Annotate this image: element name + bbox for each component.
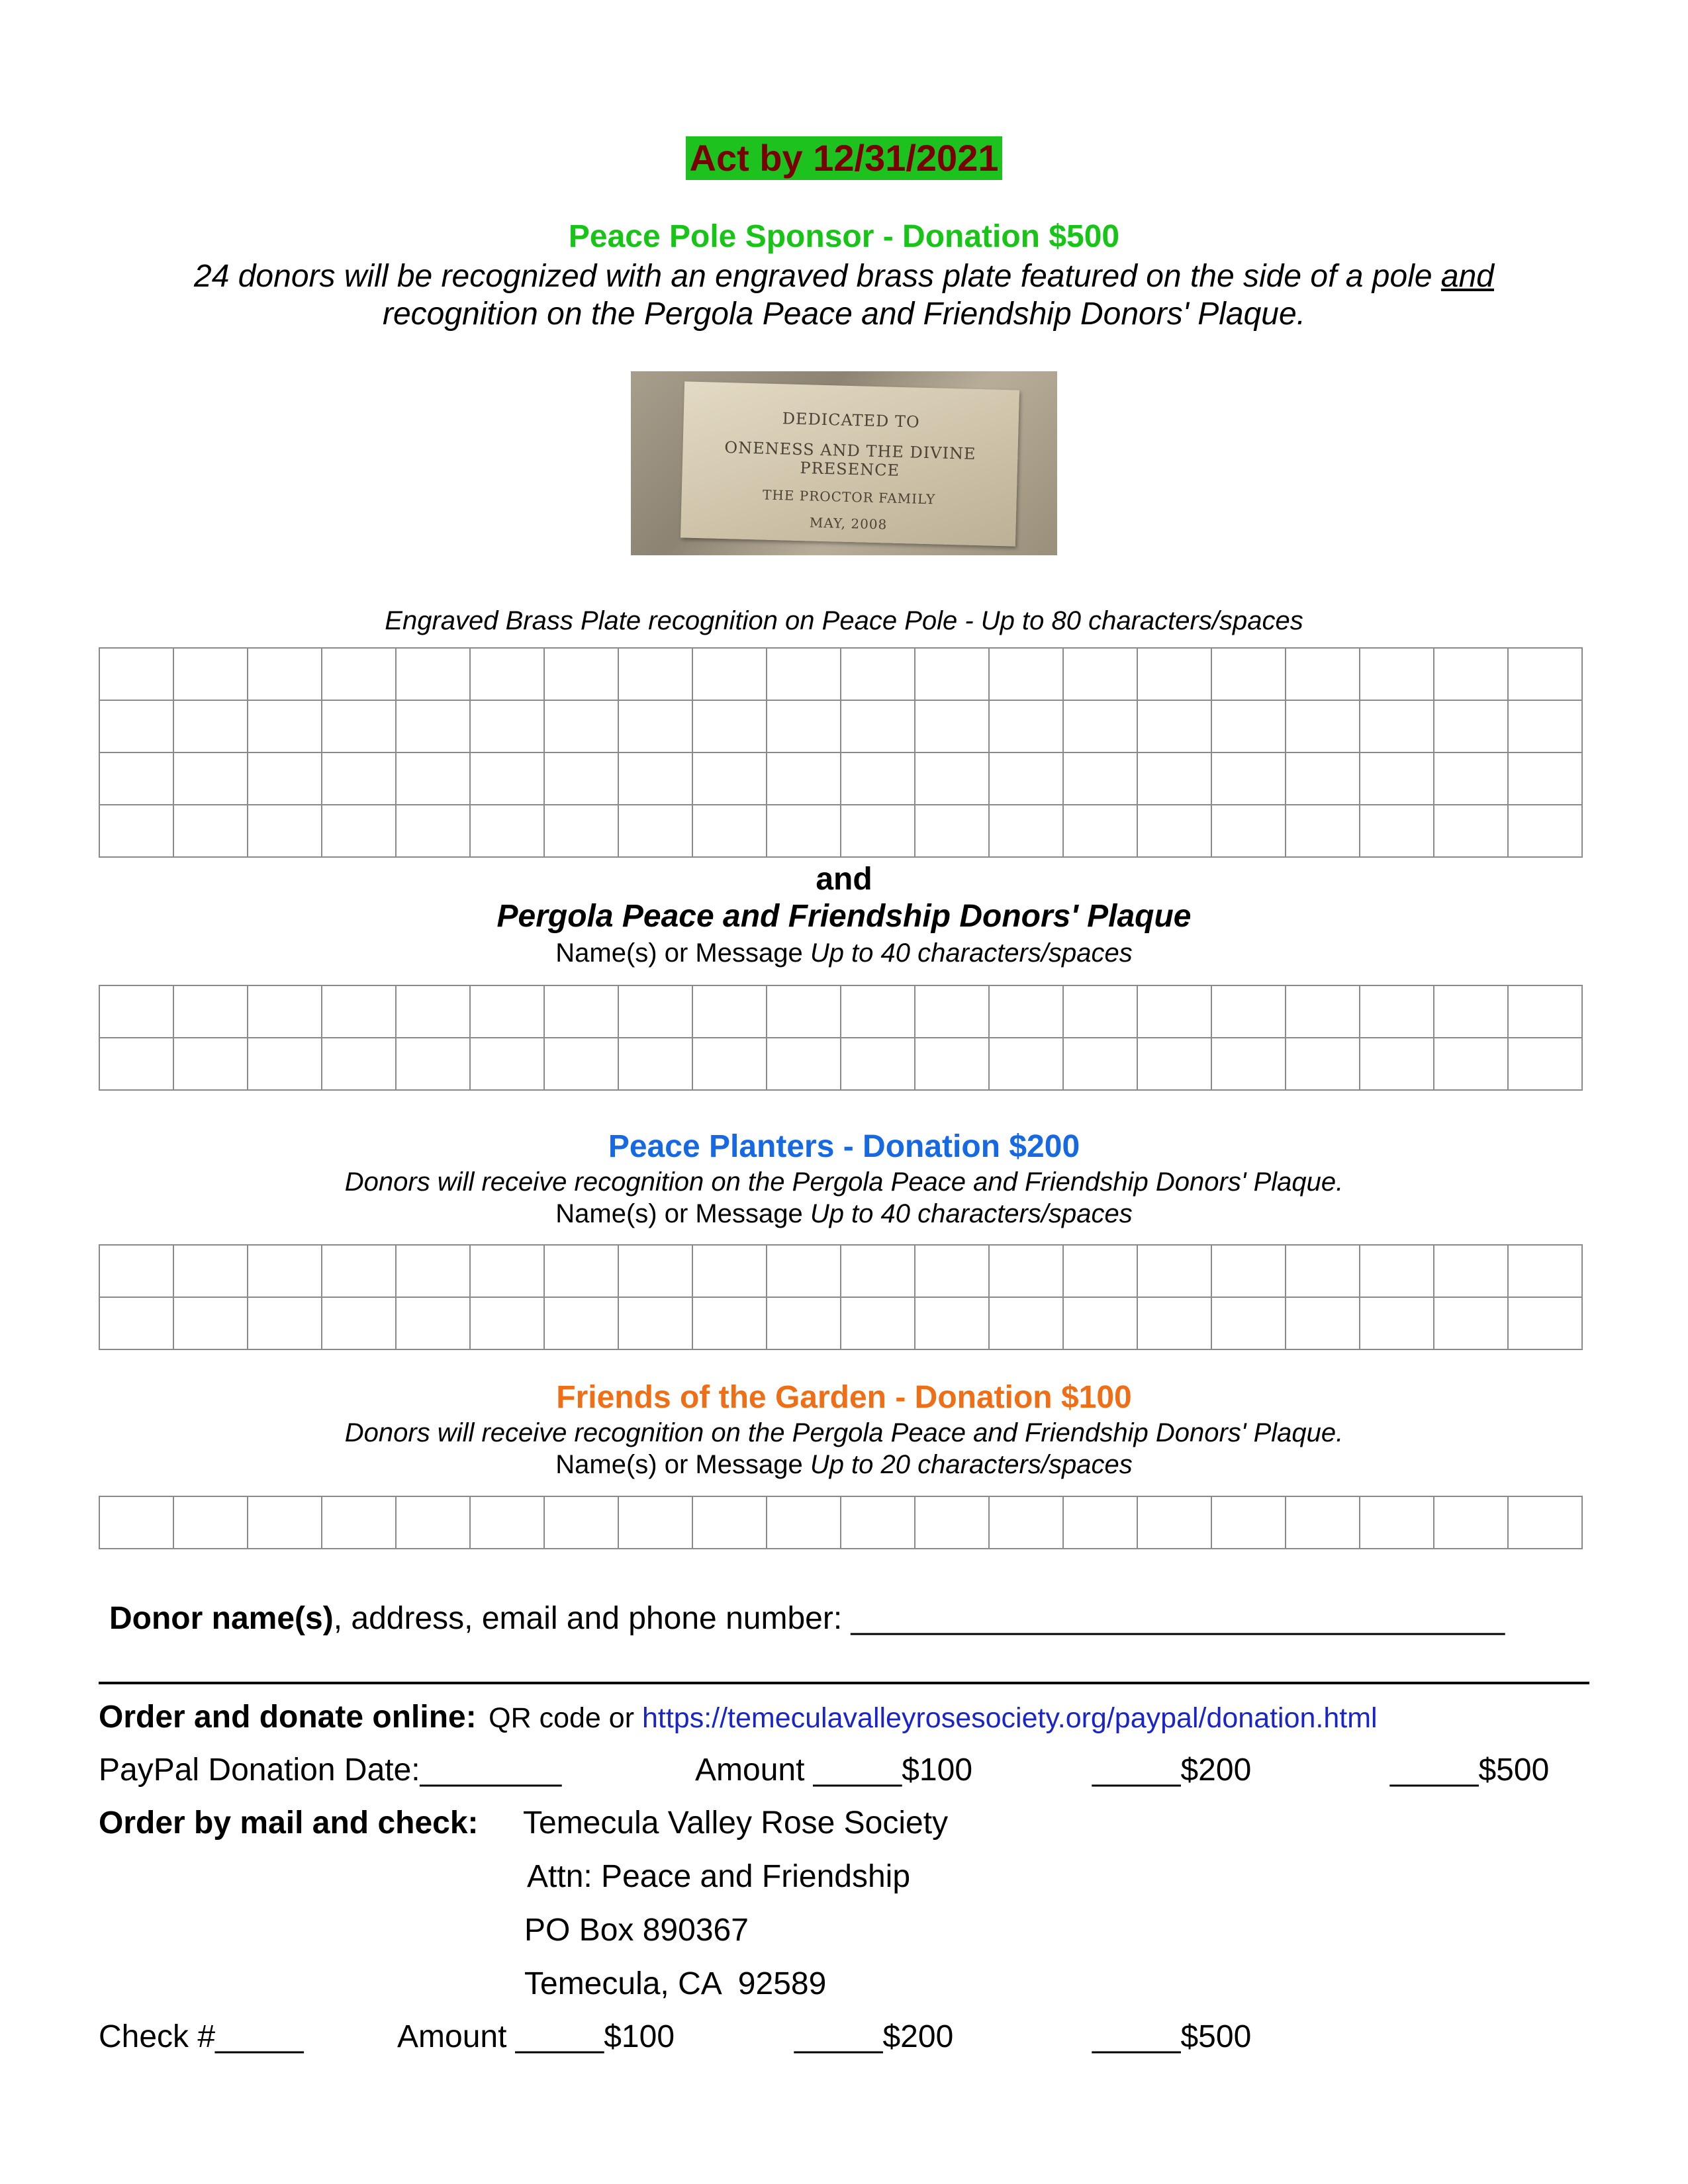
donor-label-bold: Donor name(s) <box>109 1601 334 1636</box>
character-cell[interactable] <box>989 805 1063 857</box>
plate-caption: Engraved Brass Plate recognition on Peace Pole - Up to 80 characters/spaces <box>385 606 1303 635</box>
character-cell[interactable] <box>767 805 841 857</box>
character-cell[interactable] <box>692 1297 767 1349</box>
character-cell[interactable] <box>470 805 544 857</box>
character-cell[interactable] <box>322 985 396 1038</box>
character-cell[interactable] <box>322 648 396 700</box>
friends-desc: Donors will receive recognition on the Pergola Peace and Friendship Donors' Plaque. <box>344 1418 1344 1447</box>
character-cell[interactable] <box>396 805 470 857</box>
character-cell[interactable] <box>396 1038 470 1090</box>
character-cell[interactable] <box>1360 648 1434 700</box>
character-cell[interactable] <box>1286 1496 1360 1549</box>
deadline-banner <box>0 136 1688 180</box>
character-cell[interactable] <box>841 805 915 857</box>
character-cell[interactable] <box>1137 1297 1211 1349</box>
character-cell[interactable] <box>1063 985 1137 1038</box>
character-cell[interactable] <box>1211 1496 1286 1549</box>
character-cell[interactable] <box>99 1038 173 1090</box>
character-cell[interactable] <box>99 985 173 1038</box>
character-cell[interactable] <box>544 805 618 857</box>
character-cell[interactable] <box>767 1245 841 1297</box>
mail-line3: PO Box 890367 <box>524 1913 749 1948</box>
caption-text: Name(s) or Message <box>555 1450 810 1479</box>
character-cell[interactable] <box>841 1245 915 1297</box>
character-cell[interactable] <box>99 1245 173 1297</box>
character-cell[interactable] <box>544 1038 618 1090</box>
character-cell[interactable] <box>396 1245 470 1297</box>
mail-label: Order by mail and check: <box>99 1805 479 1841</box>
character-cell[interactable] <box>1360 985 1434 1038</box>
character-cell[interactable] <box>544 1245 618 1297</box>
character-cell[interactable] <box>248 1245 322 1297</box>
character-cell[interactable] <box>1063 700 1137 752</box>
character-cell[interactable] <box>1211 1038 1286 1090</box>
character-cell[interactable] <box>470 1245 544 1297</box>
character-cell[interactable] <box>767 1038 841 1090</box>
pergola-caption <box>0 938 1688 968</box>
check-number-field[interactable]: Check #_____ <box>99 2019 304 2054</box>
character-cell[interactable] <box>1434 752 1508 805</box>
character-cell[interactable] <box>1063 752 1137 805</box>
grid-row <box>99 1297 1582 1349</box>
character-cell[interactable] <box>1211 700 1286 752</box>
mail-line1: Temecula Valley Rose Society <box>523 1805 949 1841</box>
character-cell[interactable] <box>1360 1038 1434 1090</box>
plaque-line2: ONENESS AND THE DIVINE PRESENCE <box>724 438 976 480</box>
character-cell[interactable] <box>322 1297 396 1349</box>
character-cell[interactable] <box>618 648 692 700</box>
character-cell[interactable] <box>173 1245 248 1297</box>
character-cell[interactable] <box>1508 985 1582 1038</box>
caption-text: Name(s) or Message <box>555 938 810 968</box>
character-cell[interactable] <box>1286 805 1360 857</box>
online-label: Order and donate online: <box>99 1700 477 1735</box>
character-cell[interactable] <box>1434 805 1508 857</box>
character-cell[interactable] <box>173 752 248 805</box>
donor-info-field-line2[interactable] <box>99 1682 1589 1684</box>
friends-character-grid[interactable] <box>99 1496 1583 1549</box>
character-cell[interactable] <box>396 1297 470 1349</box>
character-cell[interactable] <box>915 1038 989 1090</box>
character-cell[interactable] <box>248 1038 322 1090</box>
character-cell[interactable] <box>1286 648 1360 700</box>
character-cell[interactable] <box>915 648 989 700</box>
grid-row <box>99 700 1582 752</box>
mail-line4: Temecula, CA 92589 <box>524 1966 827 2001</box>
character-cell[interactable] <box>470 752 544 805</box>
character-cell[interactable] <box>1211 805 1286 857</box>
caption-limit: Up to 40 characters/spaces <box>810 938 1133 968</box>
character-cell[interactable] <box>544 648 618 700</box>
grid-row <box>99 752 1582 805</box>
character-cell[interactable] <box>1137 1245 1211 1297</box>
character-cell[interactable] <box>544 752 618 805</box>
character-cell[interactable] <box>396 700 470 752</box>
character-cell[interactable] <box>767 1496 841 1549</box>
character-cell[interactable] <box>1360 1496 1434 1549</box>
character-cell[interactable] <box>915 1245 989 1297</box>
friends-heading: Friends of the Garden - Donation $100 <box>556 1380 1132 1415</box>
character-cell[interactable] <box>470 985 544 1038</box>
character-cell[interactable] <box>1434 648 1508 700</box>
online-text: QR code or <box>489 1702 642 1734</box>
character-cell[interactable] <box>1360 700 1434 752</box>
character-cell[interactable] <box>841 752 915 805</box>
donor-info-line <box>109 1600 1505 1637</box>
character-cell[interactable] <box>470 1038 544 1090</box>
character-cell[interactable] <box>692 805 767 857</box>
character-cell[interactable] <box>99 1496 173 1549</box>
character-cell[interactable] <box>544 985 618 1038</box>
plate-character-grid[interactable] <box>99 647 1583 858</box>
character-cell[interactable] <box>1211 985 1286 1038</box>
character-cell[interactable] <box>1286 1038 1360 1090</box>
character-cell[interactable] <box>322 752 396 805</box>
character-cell[interactable] <box>841 1038 915 1090</box>
character-cell[interactable] <box>1211 1245 1286 1297</box>
character-cell[interactable] <box>544 1297 618 1349</box>
grid-row <box>99 1038 1582 1090</box>
character-cell[interactable] <box>99 752 173 805</box>
character-cell[interactable] <box>841 648 915 700</box>
caption-text: Name(s) or Message <box>555 1199 810 1228</box>
character-cell[interactable] <box>396 985 470 1038</box>
character-cell[interactable] <box>692 985 767 1038</box>
character-cell[interactable] <box>470 1496 544 1549</box>
paypal-amount-500[interactable]: _____$500 <box>1390 1752 1550 1788</box>
check-amount-100[interactable]: Amount _____$100 <box>397 2019 675 2054</box>
character-cell[interactable] <box>1063 805 1137 857</box>
character-cell[interactable] <box>989 648 1063 700</box>
character-cell[interactable] <box>1360 752 1434 805</box>
donation-url-link[interactable]: https://temeculavalleyrosesociety.org/paypal/donation.html <box>641 1702 1378 1734</box>
character-cell[interactable] <box>248 805 322 857</box>
character-cell[interactable] <box>618 752 692 805</box>
character-cell[interactable] <box>841 985 915 1038</box>
plaque <box>680 381 1019 546</box>
character-cell[interactable] <box>767 648 841 700</box>
character-cell[interactable] <box>1211 1297 1286 1349</box>
character-cell[interactable] <box>173 985 248 1038</box>
character-cell[interactable] <box>544 700 618 752</box>
character-cell[interactable] <box>915 752 989 805</box>
pole-sponsor-desc-line1 <box>0 257 1688 296</box>
character-cell[interactable] <box>1434 985 1508 1038</box>
planters-character-grid[interactable] <box>99 1244 1583 1350</box>
character-cell[interactable] <box>618 1038 692 1090</box>
character-cell[interactable] <box>1434 1496 1508 1549</box>
character-cell[interactable] <box>618 1297 692 1349</box>
plaque-line1: DEDICATED TO <box>782 409 921 432</box>
plaque-line3: THE PROCTOR FAMILY <box>762 486 936 508</box>
character-cell[interactable] <box>1063 1038 1137 1090</box>
character-cell[interactable] <box>767 752 841 805</box>
character-cell[interactable] <box>989 752 1063 805</box>
character-cell[interactable] <box>396 1496 470 1549</box>
character-cell[interactable] <box>989 1496 1063 1549</box>
character-cell[interactable] <box>1434 1038 1508 1090</box>
character-cell[interactable] <box>1211 752 1286 805</box>
pergola-heading: Pergola Peace and Friendship Donors' Plaque <box>496 899 1192 934</box>
character-cell[interactable] <box>1508 1245 1582 1297</box>
character-cell[interactable] <box>322 1245 396 1297</box>
grid-row <box>99 648 1582 700</box>
character-cell[interactable] <box>618 1245 692 1297</box>
brass-plaque-photo <box>631 371 1057 555</box>
paypal-amount-200[interactable]: _____$200 <box>1092 1752 1252 1788</box>
character-cell[interactable] <box>173 648 248 700</box>
character-cell[interactable] <box>99 648 173 700</box>
character-cell[interactable] <box>915 805 989 857</box>
character-cell[interactable] <box>1286 1297 1360 1349</box>
character-cell[interactable] <box>692 1245 767 1297</box>
character-cell[interactable] <box>1063 1245 1137 1297</box>
character-cell[interactable] <box>470 700 544 752</box>
character-cell[interactable] <box>767 985 841 1038</box>
character-cell[interactable] <box>248 985 322 1038</box>
plaque-line4: MAY, 2008 <box>809 514 888 533</box>
character-cell[interactable] <box>1286 1245 1360 1297</box>
donor-label-rest: , address, email and phone number: <box>333 1601 851 1636</box>
character-cell[interactable] <box>989 1038 1063 1090</box>
character-cell[interactable] <box>989 1297 1063 1349</box>
character-cell[interactable] <box>396 752 470 805</box>
character-cell[interactable] <box>1137 752 1211 805</box>
desc-underlined: and <box>1440 259 1494 294</box>
character-cell[interactable] <box>470 648 544 700</box>
character-cell[interactable] <box>1137 1038 1211 1090</box>
character-cell[interactable] <box>322 805 396 857</box>
character-cell[interactable] <box>1508 805 1582 857</box>
grid-row <box>99 805 1582 857</box>
character-cell[interactable] <box>173 1496 248 1549</box>
character-cell[interactable] <box>1508 1038 1582 1090</box>
paypal-date-field[interactable]: PayPal Donation Date:________ <box>99 1752 562 1788</box>
character-cell[interactable] <box>1137 648 1211 700</box>
friends-caption <box>0 1450 1688 1480</box>
character-cell[interactable] <box>1434 1245 1508 1297</box>
pole-sponsor-heading: Peace Pole Sponsor - Donation $500 <box>568 219 1120 254</box>
character-cell[interactable] <box>618 985 692 1038</box>
pole-sponsor-desc-line2: recognition on the Pergola Peace and Friendship Donors' Plaque. <box>382 296 1306 332</box>
character-cell[interactable] <box>99 805 173 857</box>
character-cell[interactable] <box>1063 1297 1137 1349</box>
character-cell[interactable] <box>989 985 1063 1038</box>
character-cell[interactable] <box>322 1496 396 1549</box>
grid-row <box>99 985 1582 1038</box>
character-cell[interactable] <box>692 648 767 700</box>
deadline-text: Act by 12/31/2021 <box>686 136 1003 180</box>
character-cell[interactable] <box>248 1496 322 1549</box>
paypal-amount-100[interactable]: Amount _____$100 <box>695 1752 973 1788</box>
character-cell[interactable] <box>248 648 322 700</box>
character-cell[interactable] <box>1434 700 1508 752</box>
character-cell[interactable] <box>989 1245 1063 1297</box>
character-cell[interactable] <box>173 805 248 857</box>
character-cell[interactable] <box>99 1297 173 1349</box>
character-cell[interactable] <box>915 985 989 1038</box>
character-cell[interactable] <box>692 1038 767 1090</box>
character-cell[interactable] <box>915 700 989 752</box>
character-cell[interactable] <box>248 700 322 752</box>
character-cell[interactable] <box>322 1038 396 1090</box>
character-cell[interactable] <box>767 1297 841 1349</box>
character-cell[interactable] <box>99 700 173 752</box>
mail-line2: Attn: Peace and Friendship <box>527 1859 911 1894</box>
character-cell[interactable] <box>248 752 322 805</box>
character-cell[interactable] <box>322 700 396 752</box>
character-cell[interactable] <box>173 1297 248 1349</box>
character-cell[interactable] <box>841 1496 915 1549</box>
and-label: and <box>816 862 872 897</box>
character-cell[interactable] <box>470 1297 544 1349</box>
grid-row <box>99 1496 1582 1549</box>
character-cell[interactable] <box>248 1297 322 1349</box>
character-cell[interactable] <box>915 1297 989 1349</box>
pergola-character-grid[interactable] <box>99 985 1583 1091</box>
character-cell[interactable] <box>1360 1297 1434 1349</box>
character-cell[interactable] <box>618 1496 692 1549</box>
character-cell[interactable] <box>915 1496 989 1549</box>
donor-info-field[interactable]: _____________________________________ <box>851 1601 1505 1636</box>
character-cell[interactable] <box>173 1038 248 1090</box>
character-cell[interactable] <box>1286 752 1360 805</box>
character-cell[interactable] <box>1286 985 1360 1038</box>
character-cell[interactable] <box>544 1496 618 1549</box>
character-cell[interactable] <box>618 700 692 752</box>
character-cell[interactable] <box>1286 700 1360 752</box>
character-cell[interactable] <box>1063 648 1137 700</box>
character-cell[interactable] <box>1360 805 1434 857</box>
planters-heading: Peace Planters - Donation $200 <box>608 1129 1080 1164</box>
character-cell[interactable] <box>1137 1496 1211 1549</box>
character-cell[interactable] <box>1360 1245 1434 1297</box>
planters-desc: Donors will receive recognition on the Pergola Peace and Friendship Donors' Plaque. <box>344 1167 1344 1197</box>
character-cell[interactable] <box>989 700 1063 752</box>
character-cell[interactable] <box>1508 752 1582 805</box>
character-cell[interactable] <box>692 752 767 805</box>
character-cell[interactable] <box>767 700 841 752</box>
character-cell[interactable] <box>1434 1297 1508 1349</box>
desc-text: 24 donors will be recognized with an engraved brass plate featured on the side of a pole <box>194 259 1441 294</box>
caption-limit: Up to 40 characters/spaces <box>810 1199 1133 1228</box>
character-cell[interactable] <box>618 805 692 857</box>
check-amount-200[interactable]: _____$200 <box>794 2019 954 2054</box>
character-cell[interactable] <box>1063 1496 1137 1549</box>
character-cell[interactable] <box>1508 1496 1582 1549</box>
character-cell[interactable] <box>1211 648 1286 700</box>
character-cell[interactable] <box>396 648 470 700</box>
character-cell[interactable] <box>841 700 915 752</box>
character-cell[interactable] <box>1508 700 1582 752</box>
grid-row <box>99 1245 1582 1297</box>
character-cell[interactable] <box>1508 648 1582 700</box>
character-cell[interactable] <box>692 700 767 752</box>
online-order-line <box>99 1699 1378 1735</box>
character-cell[interactable] <box>1137 985 1211 1038</box>
character-cell[interactable] <box>841 1297 915 1349</box>
planters-caption <box>0 1199 1688 1229</box>
character-cell[interactable] <box>1508 1297 1582 1349</box>
character-cell[interactable] <box>692 1496 767 1549</box>
caption-limit: Up to 20 characters/spaces <box>810 1450 1133 1479</box>
character-cell[interactable] <box>173 700 248 752</box>
check-amount-500[interactable]: _____$500 <box>1092 2019 1252 2054</box>
character-cell[interactable] <box>1137 700 1211 752</box>
character-cell[interactable] <box>1137 805 1211 857</box>
